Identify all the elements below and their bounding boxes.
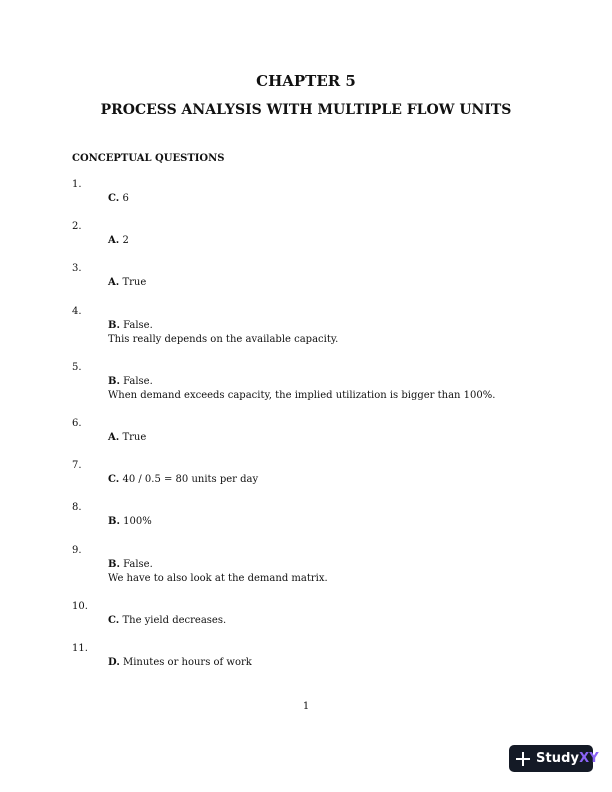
answer-line [108, 234, 129, 248]
question-number: 10. [72, 600, 88, 612]
question-item [0, 459, 612, 501]
question-number: 6. [72, 417, 82, 429]
answer-letter: B. [108, 375, 120, 387]
question-item [0, 178, 612, 220]
answer-letter: C. [108, 193, 120, 204]
answer-letter: C. [108, 474, 120, 486]
answer-explanation: This really depends on the available capacity. [108, 333, 339, 345]
brand-name [536, 751, 599, 766]
answer-letter: B. [108, 558, 120, 570]
answer-line [108, 192, 129, 206]
answer-explanation: We have to also look at the demand matrix. [108, 572, 328, 584]
answer-line [108, 558, 153, 572]
answer-text: 2 [122, 235, 129, 247]
answer-text: False. [123, 375, 153, 387]
question-item [0, 600, 612, 642]
answer-text: False. [123, 319, 153, 331]
question-item [0, 544, 612, 600]
answer-line [108, 375, 153, 389]
question-item [0, 305, 612, 361]
chapter-title: PROCESS ANALYSIS WITH MULTIPLE FLOW UNITS [100, 102, 512, 118]
answer-text: True [122, 277, 147, 289]
answer-line [108, 276, 146, 290]
question-item [0, 642, 612, 684]
answer-letter: A. [108, 235, 120, 247]
answer-text: Minutes or hours of work [122, 656, 252, 668]
question-number: 5. [72, 361, 82, 373]
question-number: 2. [72, 221, 82, 233]
question-item [0, 361, 612, 417]
answer-text: 100% [123, 516, 152, 528]
answer-text: 40 / 0.5 = 80 units per day [122, 474, 259, 486]
answer-line [108, 656, 252, 670]
question-item [0, 220, 612, 262]
question-number: 8. [72, 502, 82, 514]
question-number: 7. [72, 460, 82, 472]
question-item [0, 501, 612, 543]
answer-text: False. [123, 558, 153, 570]
answer-text: The yield decreases. [122, 614, 227, 626]
answer-letter: B. [108, 319, 120, 331]
answer-line [108, 319, 153, 333]
brand-accent: XY [579, 751, 599, 766]
answer-text: True [122, 431, 147, 443]
answer-letter: A. [108, 431, 120, 443]
question-number: 4. [72, 305, 82, 317]
answer-letter: B. [108, 516, 120, 528]
question-item [0, 262, 612, 304]
question-list [0, 178, 612, 684]
answer-text: 6 [122, 193, 129, 204]
brand-main: Study [536, 751, 580, 766]
answer-line [108, 431, 146, 445]
plus-icon [516, 752, 530, 766]
answer-letter: A. [108, 277, 120, 289]
answer-explanation: When demand exceeds capacity, the implied utilization is bigger than 100%. [108, 389, 496, 401]
section-heading: CONCEPTUAL QUESTIONS [72, 153, 225, 164]
studyxy-badge[interactable] [509, 745, 599, 772]
question-number: 9. [72, 544, 82, 556]
answer-line [108, 473, 258, 487]
answer-line [108, 614, 226, 628]
question-number: 1. [72, 179, 82, 190]
question-number: 3. [72, 263, 82, 275]
question-number: 11. [72, 642, 88, 654]
question-item [0, 417, 612, 459]
page-number: 1 [302, 701, 310, 712]
answer-line [108, 515, 152, 529]
answer-letter: C. [108, 614, 120, 626]
chapter-heading: CHAPTER 5 [256, 72, 356, 90]
answer-letter: D. [108, 656, 120, 668]
